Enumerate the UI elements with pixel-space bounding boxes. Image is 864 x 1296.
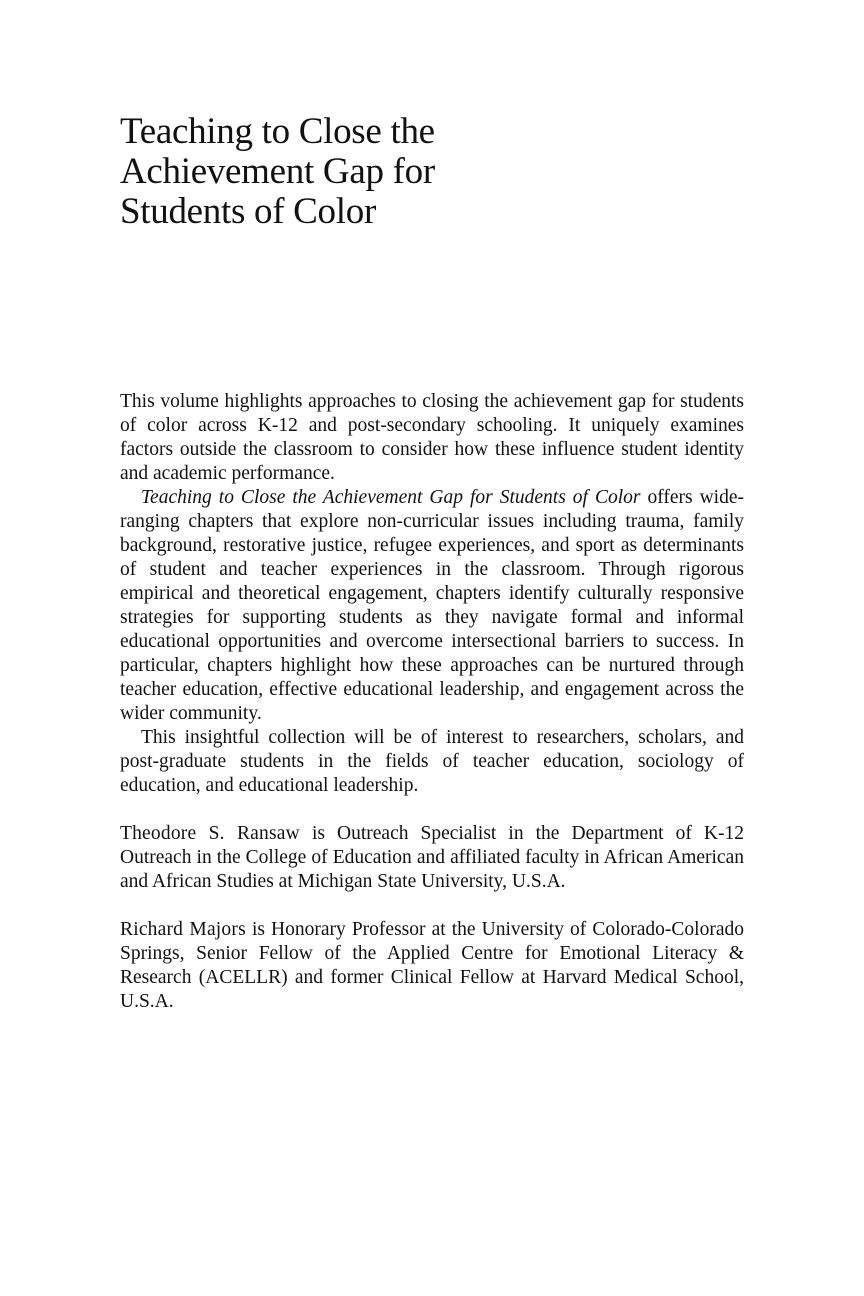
book-title-line: Students of Color [120, 191, 376, 232]
book-description [120, 390, 744, 1014]
description-paragraph-2-text: offers wide-ranging chapters that explore non-curricular issues including trauma, family background, restorative justice, refugee experiences, and sport as determinants of student and teacher experiences in the classroom. Through rigorous empirical and theoretical engagement, chapters identify culturally responsive strategies for supporting students as they navigate formal and informal educational opportunities and overcome intersectional barriers to success. In particular, chapters highlight how these approaches can be nurtured through teacher education, effective educational leadership, and engagement across the wider community. [120, 487, 744, 724]
book-title-line: Teaching to Close the [120, 111, 435, 152]
description-paragraph-2 [120, 486, 744, 726]
description-paragraph-3: This insightful collection will be of interest to researchers, scholars, and post-graduate students in the fields of teacher education, sociology of education, and educational leadership. [120, 727, 744, 796]
book-title-italic: Teaching to Close the Achievement Gap for Students of Color [141, 487, 641, 508]
author-bio-text: is Outreach Specialist in the Department of K-12 Outreach in the College of Education and affiliated faculty in African American and African Studies at Michigan State University, U.S.A. [120, 823, 744, 892]
author-bio [120, 822, 744, 894]
author-name: Theodore S. Ransaw [120, 823, 300, 844]
author-bio-text: is Honorary Professor at the University of Colorado-Colorado Springs, Senior Fellow of the Applied Centre for Emotional Literacy & Research (ACELLR) and former Clinical Fellow at Harvard Medical School, U.S.A. [120, 919, 744, 1012]
book-title [120, 112, 640, 232]
author-bio [120, 918, 744, 1014]
author-name: Richard Majors [120, 919, 246, 940]
description-paragraph-1: This volume highlights approaches to closing the achievement gap for students of color across K-12 and post-secondary schooling. It uniquely examines factors outside the classroom to consider how these influence student identity and academic performance. [120, 391, 744, 484]
book-title-line: Achievement Gap for [120, 151, 435, 192]
